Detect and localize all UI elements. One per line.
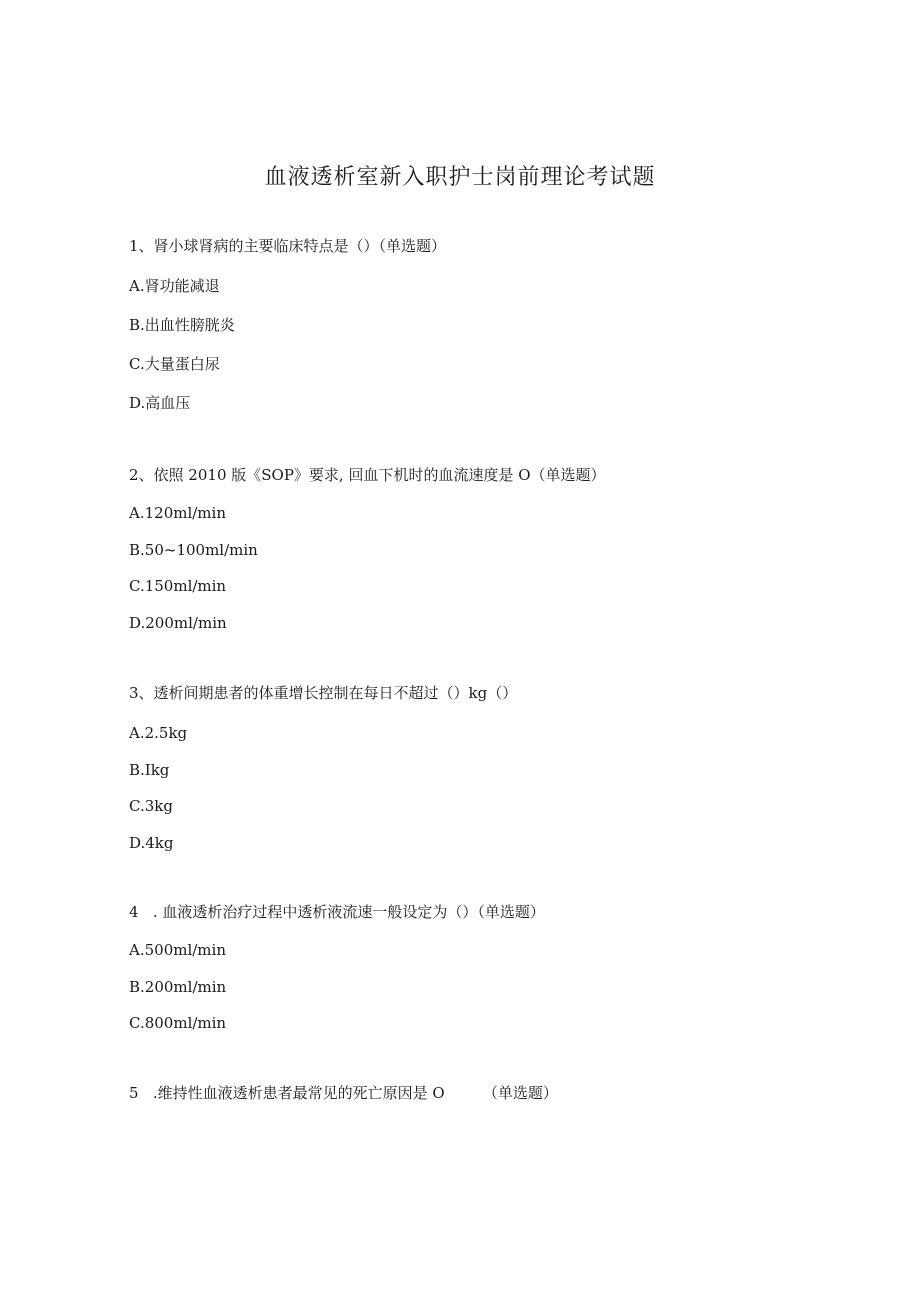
question-2-option-c: C.150ml∕min — [129, 577, 227, 595]
question-1-option-b: B.出血性膀胱炎 — [129, 316, 235, 334]
question-3-option-d: D.4kg — [129, 834, 174, 852]
question-1-stem: 1、肾小球肾病的主要临床特点是（）（单选题） — [129, 237, 447, 255]
question-4-option-c: C.800ml∕min — [129, 1014, 227, 1032]
question-1-option-a: A.肾功能减退 — [129, 277, 220, 295]
question-4-option-b: B.200ml∕min — [129, 978, 227, 996]
question-3-option-a: A.2.5kg — [129, 724, 188, 742]
question-1-option-d: D.高血压 — [129, 394, 191, 412]
question-5-stem: 5 .维持性血液透析患者最常见的死亡原因是 O （单选题） — [129, 1084, 558, 1102]
page-title: 血液透析室新入职护士岗前理论考试题 — [264, 165, 656, 190]
question-2-option-a: A.120ml∕min — [129, 504, 226, 522]
question-3-option-b: B.Ikg — [129, 761, 170, 779]
question-2-option-b: B.50~100ml∕min — [129, 541, 258, 559]
question-4-option-a: A.500ml∕min — [129, 941, 226, 959]
question-2-stem: 2、依照 2010 版《SOP》要求, 回血下机时的血流速度是 O（单选题） — [129, 466, 606, 484]
question-3-stem: 3、透析间期患者的体重增长控制在每日不超过（）kg（） — [129, 684, 518, 702]
question-4-stem: 4 . 血液透析治疗过程中透析液流速一般设定为（）（单选题） — [129, 903, 545, 921]
question-3-option-c: C.3kg — [129, 797, 173, 815]
question-1-option-c: C.大量蛋白尿 — [129, 355, 220, 373]
question-2-option-d: D.200ml∕min — [129, 614, 227, 632]
